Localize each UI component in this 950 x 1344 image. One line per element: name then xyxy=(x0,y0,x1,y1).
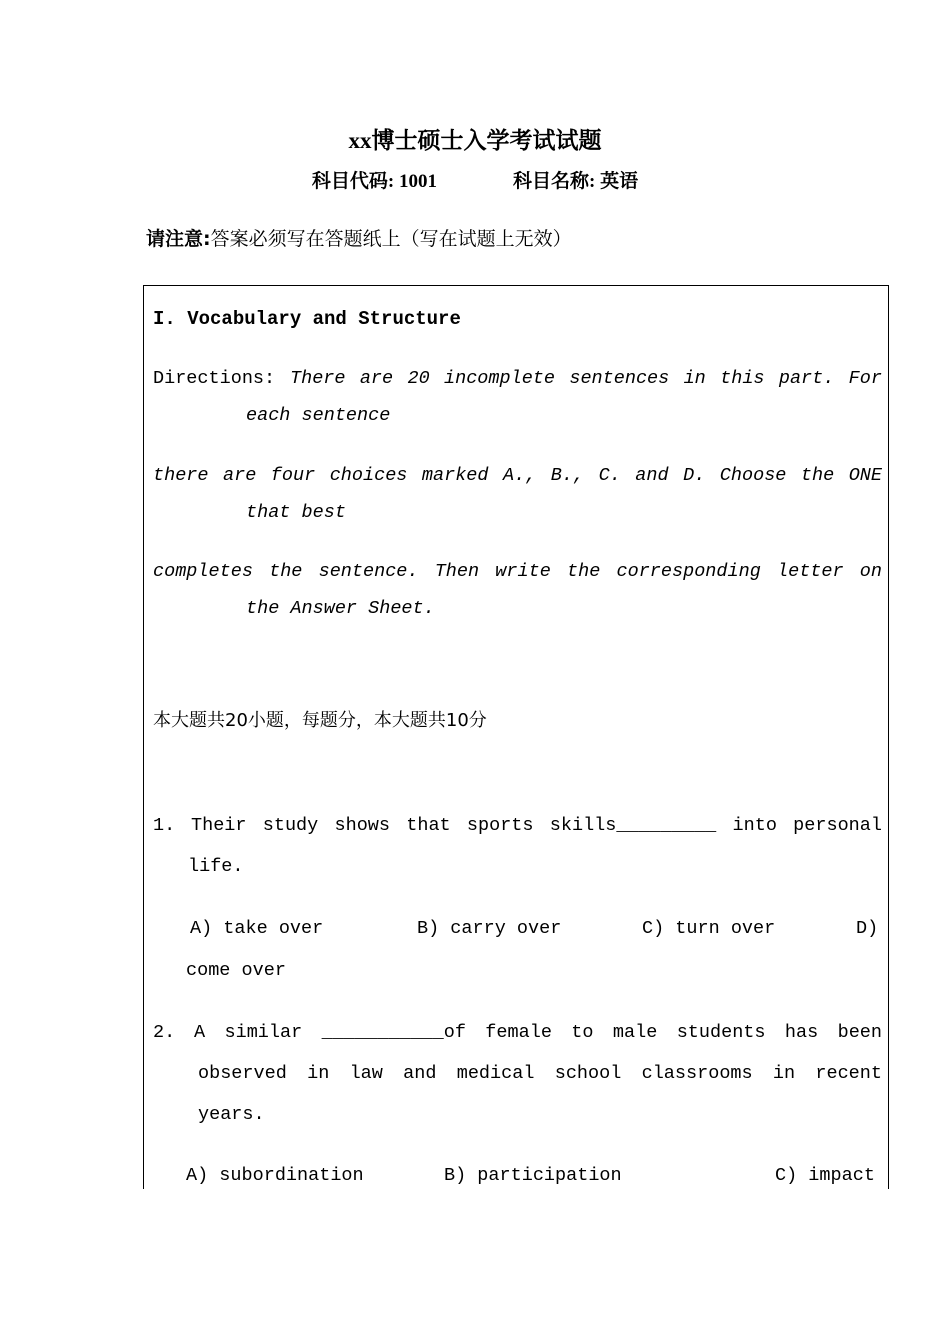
question-text-cont: observed in law and medical school classrooms in recent xyxy=(198,1063,882,1084)
directions-line-6: the Answer Sheet. xyxy=(246,598,435,619)
directions-line-3: there are four choices marked A., B., C. and D. Choose the ONE xyxy=(153,465,882,486)
subject-info xyxy=(0,166,950,193)
question-box xyxy=(143,285,889,1189)
option-d: D) xyxy=(856,918,879,939)
directions-line-5: completes the sentence. Then write the corresponding letter on xyxy=(153,561,882,582)
option-c: C) impact xyxy=(775,1165,875,1186)
directions-line-2: each sentence xyxy=(246,405,391,426)
exam-title: xx博士硕士入学考试试题 xyxy=(348,128,602,153)
option-a: A) subordination xyxy=(186,1165,364,1186)
directions-label: Directions: xyxy=(153,368,276,389)
question-text: A similar ___________of female to male students has been xyxy=(194,1022,882,1043)
question-text-end: years. xyxy=(198,1104,265,1125)
option-b: B) carry over xyxy=(417,918,562,939)
section-heading: I. Vocabulary and Structure xyxy=(153,308,461,330)
notice-text: 答案必须写在答题纸上（写在试题上无效） xyxy=(210,228,572,250)
subject-code: 科目代码: 1001 xyxy=(311,171,437,192)
question-text-cont: life. xyxy=(188,856,244,877)
subject-name: 科目名称: 英语 xyxy=(513,171,639,192)
option-c: C) turn over xyxy=(642,918,776,939)
score-note: 本大题共20小题，每题分，本大题共10分 xyxy=(153,710,487,731)
directions-line-1: There are 20 incomplete sentences in this part. For xyxy=(290,368,882,389)
question-number: 1. xyxy=(153,815,176,836)
option-d-text: come over xyxy=(186,960,286,981)
notice xyxy=(146,224,572,251)
option-a: A) take over xyxy=(190,918,324,939)
question-number: 2. xyxy=(153,1022,176,1043)
notice-label: 请注意: xyxy=(146,228,211,250)
option-b: B) participation xyxy=(444,1165,622,1186)
directions-line-4: that best xyxy=(246,502,346,523)
question-text: Their study shows that sports skills_________ into personal xyxy=(191,815,882,836)
